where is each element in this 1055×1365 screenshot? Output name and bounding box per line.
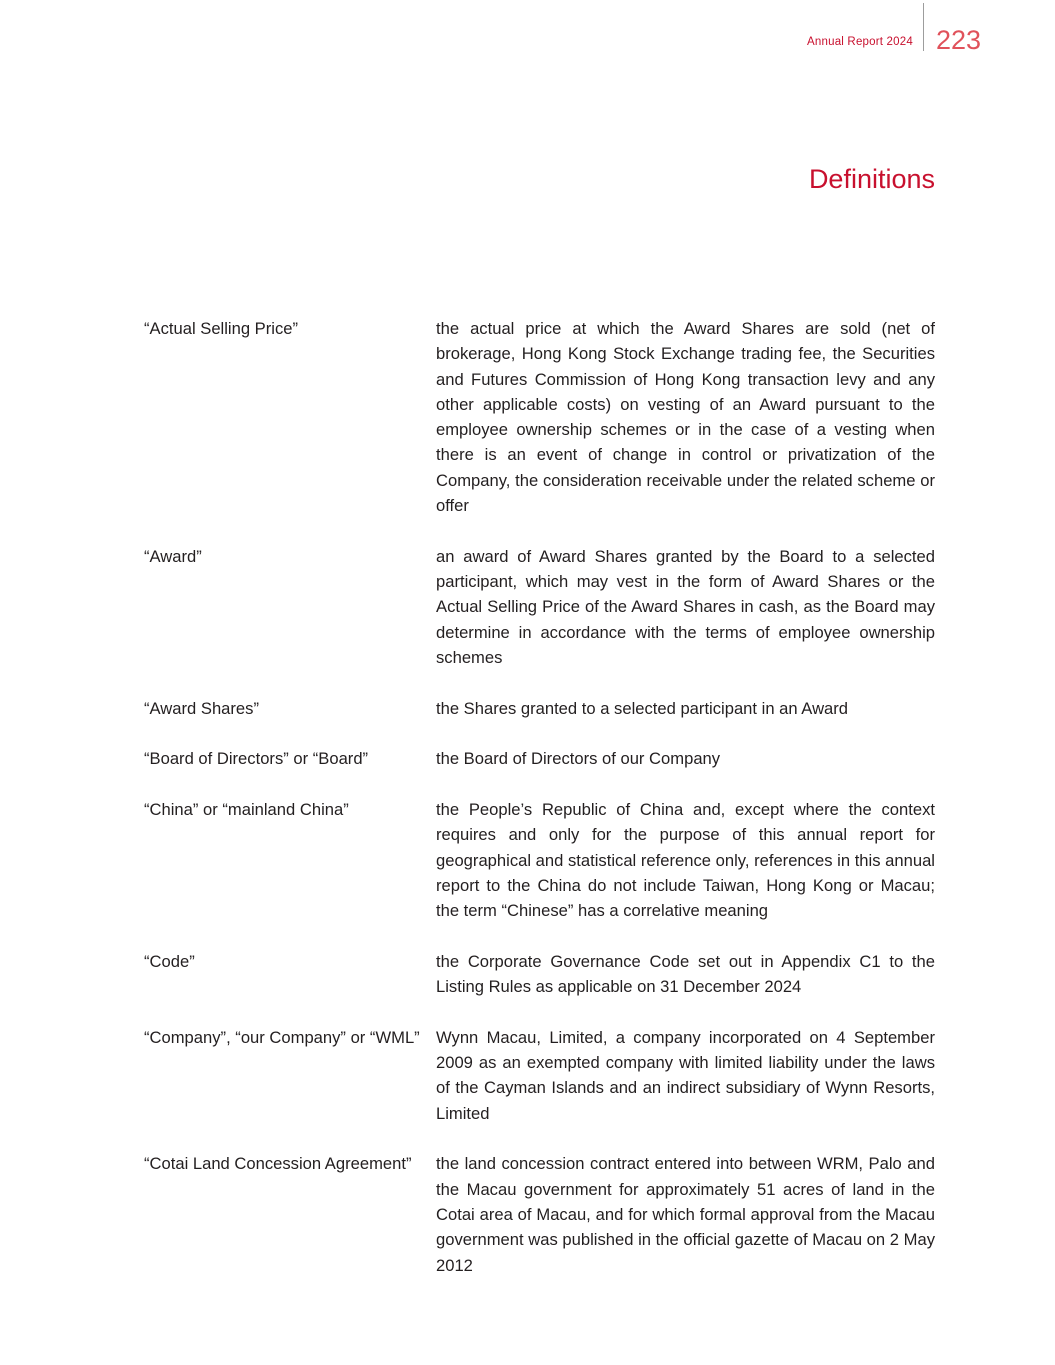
definition-term: “Company”, “our Company” or “WML” <box>144 1027 420 1047</box>
definition-text: the Corporate Governance Code set out in Appendix C1 to the Listing Rules as applicable on 31 December 2024 <box>436 951 935 997</box>
definition-term: “Code” <box>144 951 195 971</box>
page-title: Definitions <box>808 164 935 194</box>
definition-text: an award of Award Shares granted by the Board to a selected participant, which may vest in the form of Award Shares or the Actual Selling Price of the Award Shares in cash, as the Board may determine in accordance with the terms of employee ownership schemes <box>436 546 935 667</box>
definition-term: “Award” <box>144 546 202 566</box>
definition-text: Wynn Macau, Limited, a company incorporated on 4 September 2009 as an exempted company with limited liability under the laws of the Cayman Islands and an indirect subsidiary of Wynn Resorts, Limited <box>436 1027 935 1123</box>
definition-row <box>144 1025 935 1126</box>
definition-term: “Actual Selling Price” <box>144 319 299 338</box>
definition-row <box>144 797 935 923</box>
definition-text: the actual price at which the Award Shares are sold (net of brokerage, Hong Kong Stock Exchange trading fee, the Securities and Futures Commission of Hong Kong transaction levy and any other applicable costs) on vesting of an Award pursuant to the employee ownership schemes or in the case of a vesting when there is an event of change in control or privatization of the Company, the consideration receivable under the related scheme or offer <box>436 319 935 516</box>
definition-text: the Board of Directors of our Company <box>436 749 721 769</box>
definition-row <box>144 1151 935 1277</box>
definition-row <box>144 316 935 518</box>
definitions-list <box>144 316 935 1303</box>
report-label: Annual Report 2024 <box>807 36 913 48</box>
definition-term: “Board of Directors” or “Board” <box>144 749 369 769</box>
definition-row <box>144 949 935 1000</box>
definition-row <box>144 696 935 721</box>
definition-text: the land concession contract entered into between WRM, Palo and the Macau government for approximately 51 acres of land in the Cotai area of Macau, and for which formal approval from the Macau government was published in the official gazette of Macau on 2 May 2012 <box>436 1154 935 1275</box>
page-number: 223 <box>935 24 981 55</box>
definition-row <box>144 544 935 670</box>
page-header <box>807 20 981 60</box>
definition-row <box>144 746 935 771</box>
definition-term: “Cotai Land Concession Agreement” <box>144 1154 412 1174</box>
definition-term: “China” or “mainland China” <box>144 800 349 820</box>
definition-term: “Award Shares” <box>144 698 259 718</box>
definition-text: the People’s Republic of China and, except where the context requires and only for the purpose of this annual report for geographical and statistical reference only, references in this annual report to the China do not include Taiwan, Hong Kong or Macau; the term “Chinese” has a correlative meaning <box>436 800 935 921</box>
header-divider <box>923 3 924 51</box>
definition-text: the Shares granted to a selected participant in an Award <box>436 698 849 718</box>
